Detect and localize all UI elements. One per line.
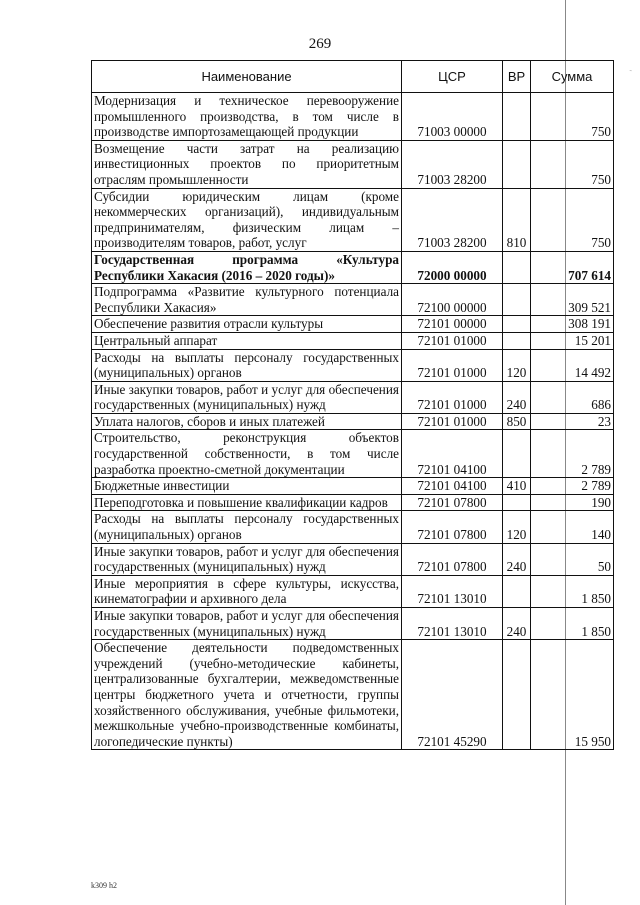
row-name-cell: Обеспечение развития отрасли культуры [92, 316, 402, 333]
row-sum-cell: 15 201 [531, 332, 614, 349]
row-name-cell: Подпрограмма «Развитие культурного потенциала Республики Хакасия» [92, 284, 402, 316]
row-sum-cell: 2 789 [531, 430, 614, 478]
table-row [92, 413, 614, 430]
table-row [92, 140, 614, 188]
table-row [92, 316, 614, 333]
row-vr-cell: 240 [503, 543, 531, 575]
row-sum-cell: 750 [531, 140, 614, 188]
table-row [92, 575, 614, 607]
row-vr-cell [503, 640, 531, 750]
row-csr-cell: 71003 28200 [402, 188, 503, 251]
row-name-cell: Переподготовка и повышение квалификации кадров [92, 494, 402, 511]
row-sum-cell: 750 [531, 93, 614, 141]
row-sum-cell: 14 492 [531, 349, 614, 381]
table-row [92, 93, 614, 141]
row-sum-cell: 15 950 [531, 640, 614, 750]
row-csr-cell: 72101 04100 [402, 430, 503, 478]
header-name: Наименование [92, 61, 402, 93]
table-row [92, 640, 614, 750]
row-csr-cell: 72101 01000 [402, 332, 503, 349]
row-csr-cell: 72101 07800 [402, 543, 503, 575]
row-vr-cell [503, 332, 531, 349]
row-csr-cell: 72101 07800 [402, 511, 503, 543]
row-name-cell: Модернизация и техническое перевооружение промышленного производства, в том числе в производстве импортозамещающей продукции [92, 93, 402, 141]
row-sum-cell: 2 789 [531, 478, 614, 495]
row-sum-cell: 23 [531, 413, 614, 430]
row-csr-cell: 72000 00000 [402, 251, 503, 283]
row-name-cell: Обеспечение деятельности подведомственных учреждений (учебно-методические кабинеты, централизованные бухгалтерии, межведомственные центры бюджетного учета и отчетности, группы хозяйственного обслуживания, учебные фильмотеки, межшкольные учебно-производственные комбинаты, логопедические пункты) [92, 640, 402, 750]
table-row [92, 494, 614, 511]
row-name-cell: Расходы на выплаты персоналу государственных (муниципальных) органов [92, 349, 402, 381]
header-sum: Сумма [531, 61, 614, 93]
row-vr-cell: 120 [503, 349, 531, 381]
row-sum-cell: 1 850 [531, 608, 614, 640]
row-name-cell: Расходы на выплаты персоналу государственных (муниципальных) органов [92, 511, 402, 543]
table-row [92, 251, 614, 283]
row-name-cell: Строительство, реконструкция объектов государственной собственности, в том числе разработка проектно-сметной документации [92, 430, 402, 478]
table-row [92, 349, 614, 381]
margin-mark: ' [624, 70, 633, 72]
row-vr-cell: 410 [503, 478, 531, 495]
row-sum-cell: 308 191 [531, 316, 614, 333]
table-row [92, 188, 614, 251]
table-row [92, 284, 614, 316]
row-name-cell: Бюджетные инвестиции [92, 478, 402, 495]
row-sum-cell: 50 [531, 543, 614, 575]
row-csr-cell: 72101 01000 [402, 413, 503, 430]
row-csr-cell: 72100 00000 [402, 284, 503, 316]
row-name-cell: Иные закупки товаров, работ и услуг для обеспечения государственных (муниципальных) нужд [92, 543, 402, 575]
row-name-cell: Иные закупки товаров, работ и услуг для обеспечения государственных (муниципальных) нужд [92, 381, 402, 413]
budget-table [91, 60, 614, 750]
row-name-cell: Иные закупки товаров, работ и услуг для обеспечения государственных (муниципальных) нужд [92, 608, 402, 640]
row-sum-cell: 1 850 [531, 575, 614, 607]
row-vr-cell: 240 [503, 381, 531, 413]
row-csr-cell: 71003 00000 [402, 93, 503, 141]
row-csr-cell: 72101 01000 [402, 349, 503, 381]
row-csr-cell: 71003 28200 [402, 140, 503, 188]
row-sum-cell: 190 [531, 494, 614, 511]
row-csr-cell: 72101 45290 [402, 640, 503, 750]
row-vr-cell [503, 430, 531, 478]
row-name-cell: Уплата налогов, сборов и иных платежей [92, 413, 402, 430]
table-row [92, 430, 614, 478]
row-vr-cell [503, 140, 531, 188]
row-vr-cell [503, 575, 531, 607]
table-header-row [92, 61, 614, 93]
row-csr-cell: 72101 01000 [402, 381, 503, 413]
row-name-cell: Возмещение части затрат на реализацию инвестиционных проектов по приоритетным отраслям промышленности [92, 140, 402, 188]
row-sum-cell: 309 521 [531, 284, 614, 316]
row-csr-cell: 72101 07800 [402, 494, 503, 511]
row-name-cell: Центральный аппарат [92, 332, 402, 349]
table-row [92, 511, 614, 543]
table-row [92, 608, 614, 640]
row-vr-cell [503, 93, 531, 141]
row-sum-cell: 140 [531, 511, 614, 543]
row-sum-cell: 750 [531, 188, 614, 251]
header-vr: ВР [503, 61, 531, 93]
row-vr-cell: 240 [503, 608, 531, 640]
row-vr-cell [503, 284, 531, 316]
row-vr-cell: 850 [503, 413, 531, 430]
row-vr-cell [503, 494, 531, 511]
header-csr: ЦСР [402, 61, 503, 93]
row-csr-cell: 72101 13010 [402, 608, 503, 640]
row-name-cell: Государственная программа «Культура Республики Хакасия (2016 – 2020 годы)» [92, 251, 402, 283]
row-vr-cell: 120 [503, 511, 531, 543]
row-csr-cell: 72101 04100 [402, 478, 503, 495]
table-row [92, 478, 614, 495]
row-name-cell: Иные мероприятия в сфере культуры, искусства, кинематографии и архивного дела [92, 575, 402, 607]
table-row [92, 543, 614, 575]
row-vr-cell: 810 [503, 188, 531, 251]
row-csr-cell: 72101 13010 [402, 575, 503, 607]
page-number: 269 [308, 36, 332, 52]
row-sum-cell: 686 [531, 381, 614, 413]
row-name-cell: Субсидии юридическим лицам (кроме некоммерческих организаций), индивидуальным предпринимателям, физическим лицам – производителям товаров, работ, услуг [92, 188, 402, 251]
footer-code: k309 h2 [91, 881, 117, 890]
row-sum-cell: 707 614 [531, 251, 614, 283]
row-csr-cell: 72101 00000 [402, 316, 503, 333]
row-vr-cell [503, 316, 531, 333]
row-vr-cell [503, 251, 531, 283]
table-row [92, 381, 614, 413]
table-row [92, 332, 614, 349]
